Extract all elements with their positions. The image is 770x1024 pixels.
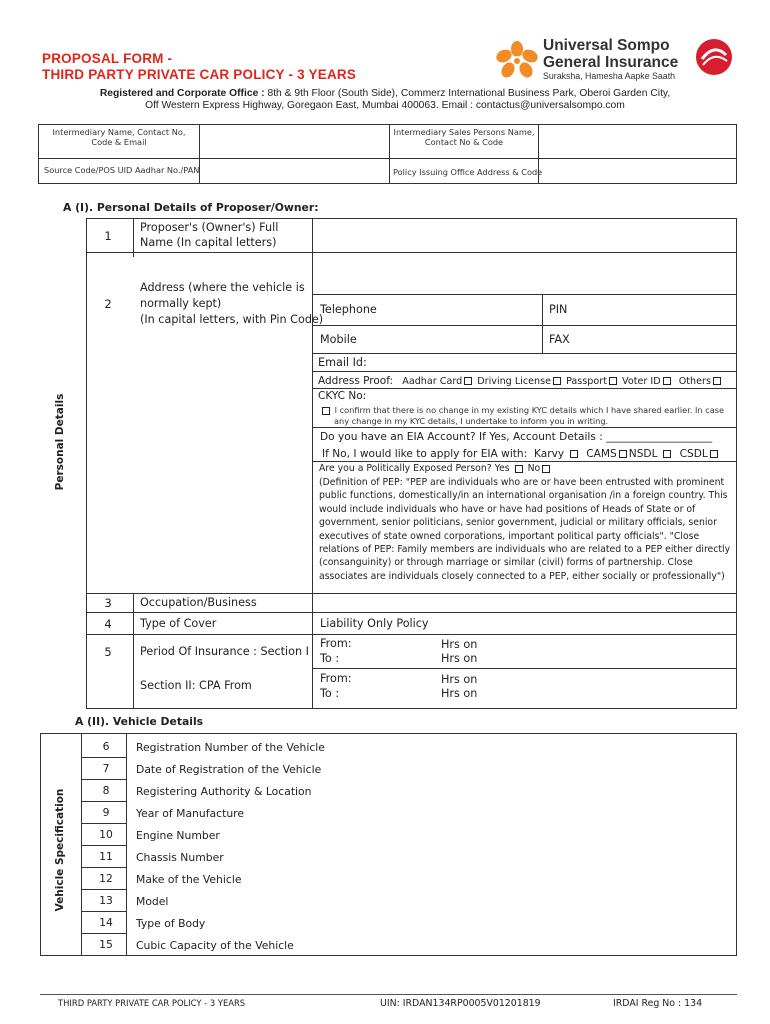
proof-aadhar-checkbox[interactable] — [464, 377, 472, 385]
cpa-from-label: From: — [320, 672, 352, 685]
proof-option-aadhar: Aadhar Card — [402, 376, 463, 387]
pin-label: PIN — [549, 303, 568, 316]
cpa-from-hrs: Hrs on — [441, 673, 478, 686]
pep-definition: (Definition of PEP: "PEP are individuals who are or have been entrusted with prominent public functions, domestically/in an international organisation /in a foreign country. This would include individuals who have or have had positions of Heads of State or of government, senior politicians, senior government, judicial or military officials, senior executives of state owned corporations, important political party officials". "Close relations of PEP: Family members are individuals who are related to a PEP either directly (consanguinity) or through marriage or similar (civil) forms of partnership. Close associates are individuals closely connected to a PEP, either socially or professionally") — [319, 477, 731, 582]
period-from-label: From: — [320, 637, 352, 650]
vehicle-row-divider — [81, 911, 127, 912]
personal-details-side-label: Personal Details — [54, 393, 66, 491]
period-to-hrs: Hrs on — [441, 652, 478, 665]
cover-type-label: Type of Cover — [140, 617, 217, 630]
pep-no-checkbox[interactable] — [542, 465, 550, 473]
sales-person-label: Intermediary Sales Persons Name, — [393, 127, 535, 137]
brand-subname: General Insurance — [543, 54, 679, 71]
policy-office-field[interactable] — [539, 159, 736, 183]
vehicle-row-label: Registration Number of the Vehicle — [136, 741, 325, 754]
pep-question: Are you a Politically Exposed Person? Yes — [319, 463, 510, 474]
vehicle-row-number: 8 — [102, 784, 110, 797]
kyc-confirm-text-2: any change in my KYC details, I undertake to inform you in writing. — [334, 416, 609, 426]
source-code-field[interactable] — [200, 159, 388, 183]
mobile-label: Mobile — [320, 333, 357, 346]
vehicle-row-field[interactable] — [320, 848, 735, 866]
eia-csdl-checkbox[interactable] — [710, 450, 718, 458]
vehicle-row-label: Cubic Capacity of the Vehicle — [136, 939, 294, 952]
sales-person-field[interactable] — [539, 125, 736, 157]
vehicle-row-divider — [81, 867, 127, 868]
vehicle-spec-side-label: Vehicle Specification — [54, 788, 66, 912]
kyc-confirm-text: I confirm that there is no change in my existing KYC details which I have shared earlier. In case — [334, 405, 725, 415]
eia-option-nsdl: NSDL — [628, 448, 658, 460]
eia-option-cams: CAMS — [586, 448, 617, 460]
company-logo-icon — [493, 40, 541, 80]
occupation-field[interactable] — [313, 594, 736, 611]
eia-option-csdl: CSDL — [679, 448, 708, 460]
vehicle-row-field[interactable] — [320, 936, 735, 954]
vehicle-row-field[interactable] — [320, 826, 735, 844]
vehicle-row-label: Year of Manufacture — [136, 807, 245, 820]
section-a2-title: A (II). Vehicle Details — [75, 715, 204, 728]
eia-nsdl-checkbox[interactable] — [663, 450, 671, 458]
proof-voter-checkbox[interactable] — [663, 377, 671, 385]
proof-option-voter: Voter ID — [622, 376, 661, 387]
eia-karvy-checkbox[interactable] — [570, 450, 578, 458]
vehicle-row-divider — [81, 801, 127, 802]
footer-policy-name: THIRD PARTY PRIVATE CAR POLICY - 3 YEARS — [58, 998, 246, 1008]
vehicle-row-field[interactable] — [320, 738, 735, 756]
pin-field[interactable] — [580, 296, 735, 324]
vehicle-row-label: Engine Number — [136, 829, 220, 842]
vehicle-row-number: 6 — [102, 740, 110, 753]
fax-field[interactable] — [580, 327, 735, 352]
address-proof-row — [318, 375, 723, 387]
proof-option-others: Others — [678, 376, 711, 387]
brand-tagline: Suraksha, Hamesha Aapke Saath — [543, 71, 676, 81]
ckyc-field[interactable] — [370, 390, 735, 403]
cpa-to-label: To : — [320, 687, 340, 700]
cover-type-value: Liability Only Policy — [320, 617, 429, 630]
address-label-3: (In capital letters, with Pin Code) — [140, 313, 324, 326]
row-1-number: 1 — [104, 229, 112, 243]
vehicle-row-label: Type of Body — [136, 917, 206, 930]
footer-irdai-reg: IRDAI Reg No : 134 — [613, 998, 703, 1009]
brand-name: Universal Sompo — [543, 37, 670, 54]
proof-driving-checkbox[interactable] — [553, 377, 561, 385]
brand-emblem-icon — [694, 37, 734, 77]
vehicle-row-number: 15 — [99, 938, 113, 951]
vehicle-row-divider — [81, 823, 127, 824]
mobile-field[interactable] — [380, 327, 540, 352]
telephone-field[interactable] — [400, 296, 540, 324]
row-4-number: 4 — [104, 617, 112, 631]
email-label: Email Id: — [318, 356, 367, 369]
eia-question: Do you have an EIA Account? If Yes, Account Details : ____________________ — [320, 431, 713, 443]
proof-passport-checkbox[interactable] — [609, 377, 617, 385]
vehicle-row-number: 11 — [99, 850, 113, 863]
owner-name-field[interactable] — [313, 219, 736, 252]
row-3-number: 3 — [104, 596, 112, 610]
vehicle-row-number: 12 — [99, 872, 113, 885]
footer-uin: UIN: IRDAN134RP0005V01201819 — [380, 998, 541, 1009]
period-from-hrs: Hrs on — [441, 638, 478, 651]
pep-question-row — [319, 462, 552, 475]
office-label: Registered and Corporate Office : — [99, 88, 265, 99]
vehicle-row-label: Model — [136, 895, 169, 908]
intermediary-name-label-2: Code & Email — [91, 137, 147, 147]
eia-apply-row — [322, 448, 720, 460]
period-label: Period Of Insurance : Section I — [140, 645, 309, 658]
vehicle-row-number: 7 — [102, 762, 110, 775]
address-proof-label: Address Proof: — [318, 375, 394, 387]
office-address-text: 8th & 9th Floor (South Side), Commerz International Business Park, Oberoi Garden City, — [267, 88, 671, 99]
section-a1-title: A (I). Personal Details of Proposer/Owner: — [63, 201, 319, 214]
vehicle-row-field[interactable] — [320, 914, 735, 932]
cpa-date-field[interactable] — [360, 670, 438, 702]
vehicle-row-label: Date of Registration of the Vehicle — [136, 763, 322, 776]
row-2-number: 2 — [104, 297, 112, 311]
address-label: Address (where the vehicle is — [140, 281, 305, 294]
proof-option-passport: Passport — [566, 376, 607, 387]
proof-option-driving: Driving License — [477, 376, 551, 387]
vehicle-row-divider — [81, 933, 127, 934]
owner-name-label: Proposer's (Owner's) Full — [140, 221, 279, 234]
sales-person-label-2: Contact No & Code — [424, 137, 504, 147]
address-label-2: normally kept) — [140, 297, 222, 310]
vehicle-row-number: 13 — [99, 894, 113, 907]
vehicle-row-field[interactable] — [320, 760, 735, 778]
vehicle-row-label: Chassis Number — [136, 851, 224, 864]
kyc-confirm-checkbox[interactable] — [322, 407, 330, 415]
vehicle-row-divider — [81, 845, 127, 846]
vehicle-row-divider — [81, 757, 127, 758]
source-code-label: Source Code/POS UID Aadhar No./PAN — [44, 165, 200, 175]
telephone-label: Telephone — [320, 303, 377, 316]
email-field[interactable] — [370, 355, 735, 370]
eia-option-karvy: Karvy — [533, 448, 565, 460]
vehicle-row-label: Registering Authority & Location — [136, 785, 312, 798]
owner-name-label-2: Name (In capital letters) — [140, 236, 277, 249]
proof-others-checkbox[interactable] — [713, 377, 721, 385]
cpa-label: Section II: CPA From — [140, 679, 252, 692]
eia-cams-checkbox[interactable] — [619, 450, 627, 458]
pep-yes-checkbox[interactable] — [515, 465, 523, 473]
period-to-label: To : — [320, 652, 340, 665]
intermediary-name-field[interactable] — [200, 125, 388, 157]
ckyc-label: CKYC No: — [318, 390, 367, 402]
vehicle-row-label: Make of the Vehicle — [136, 873, 242, 886]
form-title-line1: PROPOSAL FORM - — [42, 51, 173, 66]
vehicle-row-number: 14 — [99, 916, 113, 929]
pep-no-label: No — [527, 463, 541, 474]
vehicle-row-field[interactable] — [320, 782, 735, 800]
vehicle-row-number: 9 — [102, 806, 110, 819]
kyc-confirm-row — [320, 405, 724, 415]
vehicle-row-field[interactable] — [320, 892, 735, 910]
fax-label: FAX — [549, 333, 570, 346]
row-5-number: 5 — [104, 645, 112, 659]
form-title-line2: THIRD PARTY PRIVATE CAR POLICY - 3 YEARS — [42, 67, 357, 82]
address-field[interactable] — [313, 253, 736, 293]
office-address-line2: Off Western Express Highway, Goregaon East, Mumbai 400063. Email : contactus@universalsompo.com — [145, 100, 625, 111]
period-date-field[interactable] — [360, 636, 438, 666]
vehicle-row-field[interactable] — [320, 804, 735, 822]
vehicle-row-number: 10 — [99, 828, 113, 841]
policy-office-label: Policy Issuing Office Address & Code — [393, 167, 543, 177]
intermediary-name-label: Intermediary Name, Contact No, — [52, 127, 186, 137]
vehicle-row-divider — [81, 889, 127, 890]
occupation-label: Occupation/Business — [140, 596, 257, 609]
cpa-to-hrs: Hrs on — [441, 687, 478, 700]
vehicle-row-field[interactable] — [320, 870, 735, 888]
vehicle-row-divider — [81, 779, 127, 780]
office-address-line1 — [0, 88, 770, 99]
eia-apply-label: If No, I would like to apply for EIA with: — [322, 448, 528, 460]
